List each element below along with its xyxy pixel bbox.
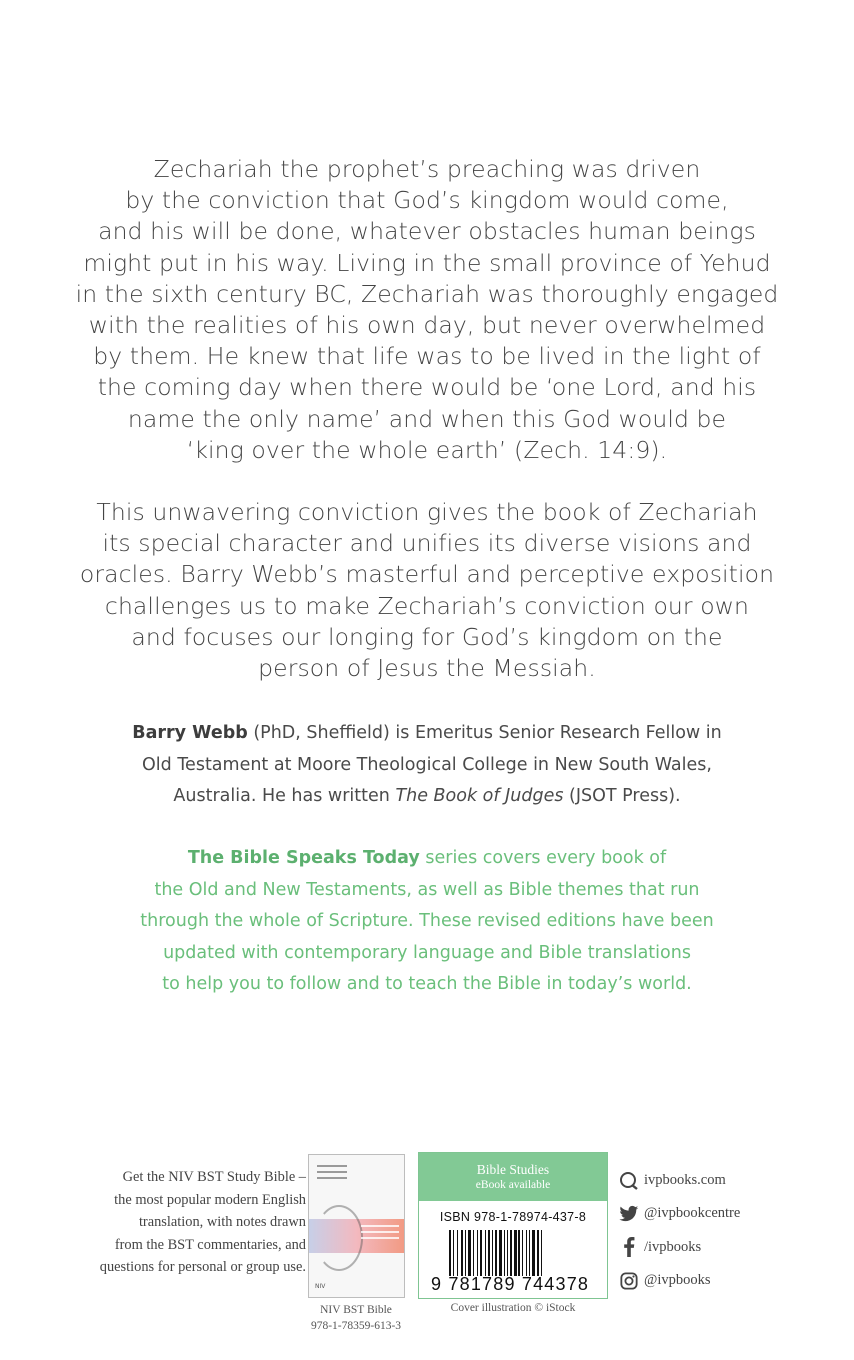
barcode [449,1230,579,1276]
blurb-line: and his will be done, whatever obstacles human beings [98,217,756,246]
series-description [100,843,754,1001]
study-bible-caption [296,1302,416,1334]
series-line-5: to help you to follow and to teach the Bible in today’s world. [162,974,692,994]
twitter-link[interactable] [618,1197,798,1230]
twitter-icon [618,1203,640,1225]
series-line-4: updated with contemporary language and Bible translations [163,942,691,963]
barcode-digits: 9 781789 744378 [431,1274,590,1294]
blurb-line: and focuses our longing for God’s kingdom on the [131,622,723,651]
series-line-2: the Old and New Testaments, as well as Bible themes that run [154,879,700,900]
ebook-label: eBook available [475,1179,551,1191]
facebook-handle: /ivpbooks [644,1238,702,1255]
blurb-line: oracles. Barry Webb’s masterful and perceptive exposition [79,560,775,589]
blurb-line: challenges us to make Zechariah’s conviction our own [104,591,750,620]
blurb-line: ‘king over the whole earth’ (Zech. 14:9). [186,435,668,464]
instagram-icon [618,1270,640,1292]
promo-line: Get the NIV BST Study Bible – [122,1169,306,1185]
category-header [419,1153,607,1201]
study-bible-promo [40,1166,306,1279]
blurb-line: Zechariah the prophet’s preaching was driven [153,155,701,183]
facebook-link[interactable] [618,1231,798,1264]
isbn-number: ISBN 978-1-78974-437-8 [439,1210,587,1224]
author-bio [90,718,764,813]
author-line-3: Australia. He has written The Book of Judges (JSOT Press). [173,786,681,806]
promo-line: questions for personal or group use. [99,1259,306,1276]
website-link[interactable] [618,1164,798,1197]
blurb-line: by them. He knew that life was to be lived in the light of [93,342,761,371]
facebook-icon [618,1236,640,1258]
blurb-line: its special character and unifies its diverse visions and [102,529,752,558]
series-line-3: through the whole of Scripture. These revised editions have been [140,911,714,931]
cover-title-lines [317,1165,347,1183]
blurb-line: name the only name’ and when this God would be [127,404,727,433]
blurb-paragraph-2 [60,497,794,684]
website-text: ivpbooks.com [644,1172,726,1189]
instagram-handle: @ivpbooks [644,1272,711,1289]
blurb-line: by the conviction that God’s kingdom would come, [125,186,729,215]
cover-niv-logo: NIV [315,1283,326,1290]
search-icon [618,1170,640,1192]
author-line-1: Barry Webb (PhD, Sheffield) is Emeritus Senior Research Fellow in [132,723,722,743]
author-line-2: Old Testament at Moore Theological College in New South Wales, [142,754,712,775]
blurb-line: This unwavering conviction gives the book of Zechariah [96,498,758,526]
cover-text-lines [361,1225,399,1243]
twitter-handle: @ivpbookcentre [644,1205,741,1222]
study-bible-cover-thumbnail [308,1154,405,1298]
author-book-title: The Book of Judges [395,786,564,806]
author-name: Barry Webb [132,723,248,743]
blurb-line: in the sixth century BC, Zechariah was thoroughly engaged [75,279,779,308]
blurb-line: with the realities of his own day, but never overwhelmed [88,311,766,340]
study-bible-title: NIV BST Bible [320,1304,392,1316]
isbn-box [418,1152,608,1299]
blurb-line: the coming day when there would be ‘one Lord, and his [97,373,757,402]
promo-line: from the BST commentaries, and [114,1236,306,1253]
promo-line: the most popular modern English [114,1191,306,1208]
blurb-line: might put in his way. Living in the small province of Yehud [83,248,771,277]
cover-credit: Cover illustration © iStock [450,1302,576,1314]
series-name: The Bible Speaks Today [187,848,420,868]
category-label: Bible Studies [476,1162,550,1177]
series-line-1: The Bible Speaks Today series covers every book of [187,848,667,868]
promo-line: translation, with notes drawn [138,1214,306,1231]
blurb-line: person of Jesus the Messiah. [258,654,596,683]
study-bible-isbn: 978-1-78359-613-3 [310,1320,402,1332]
instagram-link[interactable] [618,1264,798,1297]
blurb-paragraph-1 [60,154,794,466]
cover-swirl [315,1205,363,1271]
social-links [618,1164,798,1297]
